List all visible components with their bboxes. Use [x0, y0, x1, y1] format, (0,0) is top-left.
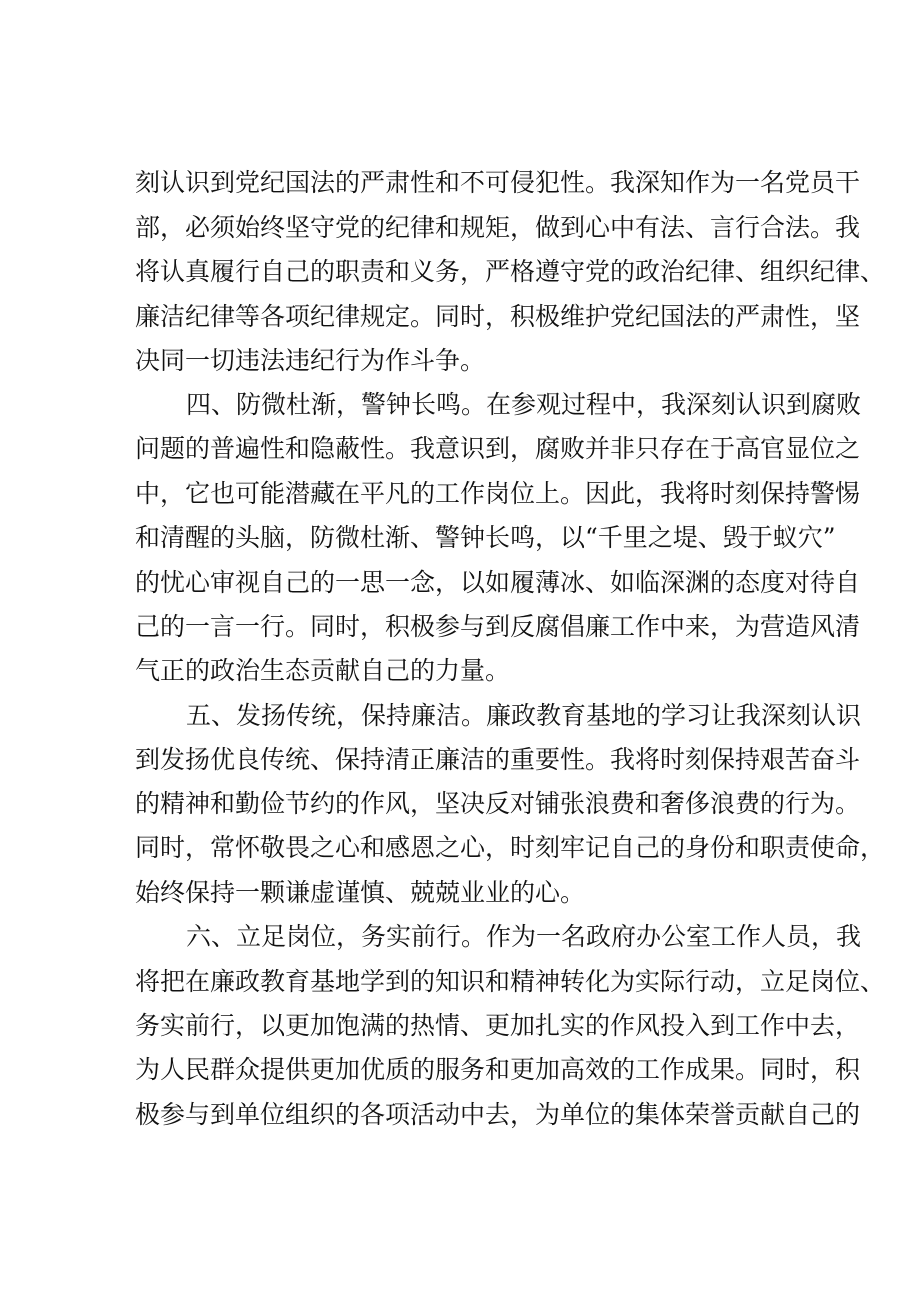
text-line: 将认真履行自己的职责和义务，严格遵守党的政治纪律、组织纪律、 — [135, 257, 886, 286]
text-line: 的精神和勤俭节约的作风，坚决反对铺张浪费和奢侈浪费的行为。 — [135, 789, 861, 818]
text-line: 同时，常怀敬畏之心和感恩之心，时刻牢记自己的身份和职责使命， — [135, 833, 886, 862]
text-line: 决同一切违法违纪行为作斗争。 — [135, 346, 486, 375]
text-line: 始终保持一颗谦虚谨慎、兢兢业业的心。 — [135, 878, 586, 907]
text-line: 务实前行，以更加饱满的热情、更加扎实的作风投入到工作中去， — [135, 1011, 861, 1040]
paragraph-heading-line: 五、发扬传统，保持廉洁。廉政教育基地的学习让我深刻认识 — [186, 701, 862, 730]
text-line: 气正的政治生态贡献自己的力量。 — [135, 656, 511, 685]
text-line: 问题的普遍性和隐蔽性。我意识到，腐败并非只存在于高官显位之 — [135, 434, 861, 463]
text-line: 刻认识到党纪国法的严肃性和不可侵犯性。我深知作为一名党员干 — [135, 168, 861, 197]
text-line: 为人民群众提供更加优质的服务和更加高效的工作成果。同时，积 — [135, 1055, 861, 1084]
text-line: 和清醒的头脑，防微杜渐、警钟长鸣，以“千里之堤、毁于蚁穴” — [135, 523, 836, 552]
paragraph-heading-line: 四、防微杜渐，警钟长鸣。在参观过程中，我深刻认识到腐败 — [186, 390, 862, 419]
text-line: 将把在廉政教育基地学到的知识和精神转化为实际行动，立足岗位、 — [135, 967, 886, 996]
text-line: 中，它也可能潜藏在平凡的工作岗位上。因此，我将时刻保持警惕 — [135, 479, 861, 508]
text-line: 己的一言一行。同时，积极参与到反腐倡廉工作中来，为营造风清 — [135, 612, 861, 641]
text-line: 的忧心审视自己的一思一念，以如履薄冰、如临深渊的态度对待自 — [135, 568, 861, 597]
text-line: 廉洁纪律等各项纪律规定。同时，积极维护党纪国法的严肃性，坚 — [135, 302, 861, 331]
text-line: 到发扬优良传统、保持清正廉洁的重要性。我将时刻保持艰苦奋斗 — [135, 745, 861, 774]
paragraph-heading-line: 六、立足岗位，务实前行。作为一名政府办公室工作人员，我 — [186, 922, 862, 951]
text-line: 极参与到单位组织的各项活动中去，为单位的集体荣誉贡献自己的 — [135, 1100, 861, 1129]
text-line: 部，必须始终坚守党的纪律和规矩，做到心中有法、言行合法。我 — [135, 213, 861, 242]
